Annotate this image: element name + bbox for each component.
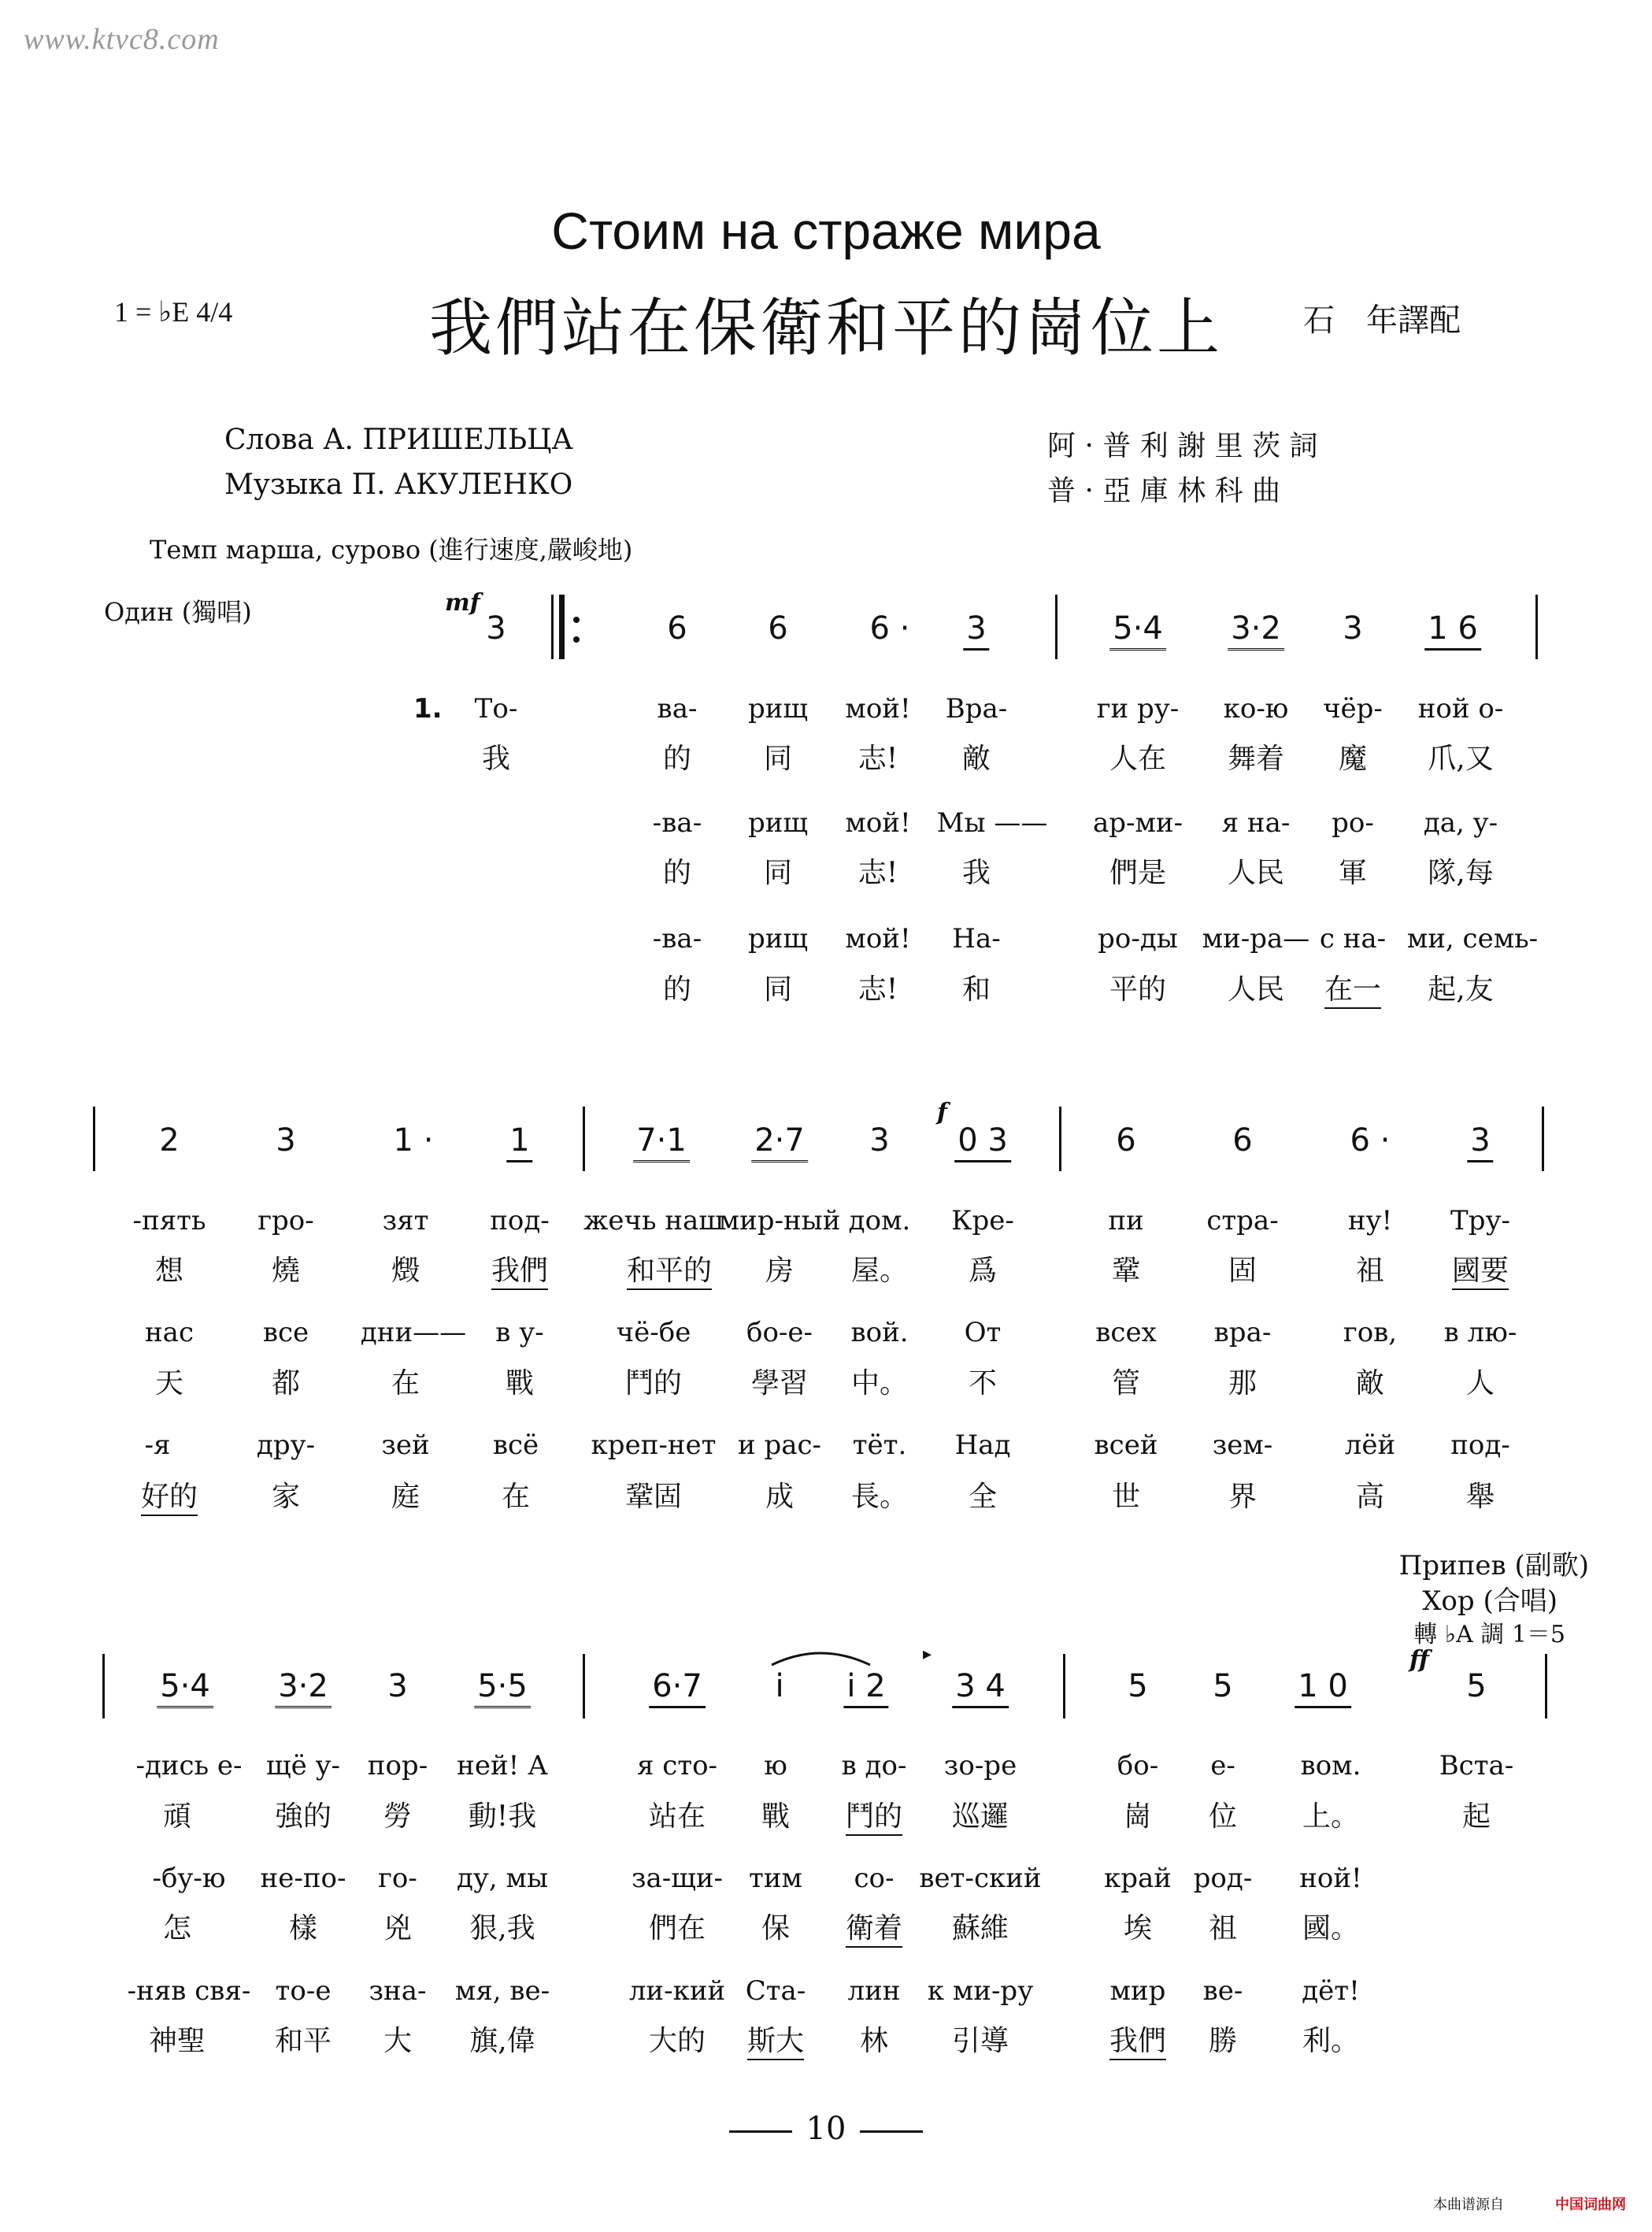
lyric-ru: На-: [952, 923, 1001, 955]
note: i 2: [843, 1668, 888, 1708]
lyric-ru: ги ру-: [1096, 693, 1180, 725]
note: 1 0: [1295, 1668, 1351, 1708]
composer-cn: 普 · 亞 庫 林 科 曲: [1047, 475, 1281, 507]
note: 0 3: [954, 1122, 1011, 1162]
lyric-cn: 軍: [1338, 857, 1368, 889]
lyric-cn: 衛着: [846, 1906, 902, 1948]
lyric-ru: всех: [1095, 1317, 1157, 1348]
lyric-ru: род-: [1193, 1863, 1253, 1894]
lyric-ru: То-: [474, 693, 518, 725]
lyric-ru: не-по-: [260, 1863, 346, 1894]
lyric-cn: 人民: [1227, 973, 1285, 1006]
lyric-ru: ми-ра—: [1202, 923, 1310, 955]
note: 3·2: [1228, 610, 1284, 651]
lyric-ru: Вста-: [1439, 1750, 1514, 1782]
lyric-cn: 保: [761, 1912, 791, 1945]
lyric-ru: чёр-: [1323, 693, 1383, 725]
dynamic-f: f: [937, 1099, 947, 1126]
barline: [93, 1107, 95, 1171]
page-number-dash: [860, 2130, 923, 2133]
note: 3: [387, 1668, 408, 1704]
lyric-cn: 兇: [383, 1912, 413, 1945]
lyric-cn: 神聖: [148, 2025, 206, 2057]
lyric-cn: 學習: [750, 1367, 809, 1400]
lyric-cn: 高: [1355, 1481, 1385, 1513]
note: 6: [768, 610, 788, 647]
lyric-cn: 和: [961, 973, 991, 1006]
lyric-cn: 在: [501, 1481, 531, 1513]
choir-label: Хор (合唱): [1422, 1585, 1558, 1617]
lyric-cn: 怎: [162, 1912, 192, 1945]
lyric-ru: я сто-: [636, 1750, 718, 1782]
lyric-cn: 鞏: [1111, 1255, 1141, 1287]
dynamic-ff: ff: [1409, 1646, 1429, 1674]
lyric-cn: 勞: [383, 1800, 413, 1833]
lyric-cn: 全: [968, 1481, 998, 1513]
title-chinese: 我們站在保衛和平的崗位上: [429, 291, 1223, 365]
note: 3·2: [275, 1668, 332, 1708]
lyric-cn: 狠,我: [469, 1912, 535, 1945]
lyric-cn: 我們: [491, 1248, 548, 1290]
footer-site: 中国词曲网: [1555, 2197, 1626, 2213]
lyric-cn: 戰: [761, 1800, 791, 1833]
slur: [768, 1644, 874, 1668]
lyric-cn: 位: [1208, 1800, 1238, 1833]
accent-mark: ▸: [923, 1644, 932, 1664]
translator: 石 年譯配: [1303, 302, 1461, 339]
lyric-cn: 引導: [951, 2025, 1009, 2057]
lyric-ru: ва-: [657, 693, 698, 725]
lyric-cn: 房: [765, 1255, 795, 1287]
note: 5·5: [474, 1668, 531, 1708]
page-number-dash: [729, 2130, 792, 2133]
lyric-cn: 舞着: [1227, 743, 1285, 775]
note: 6 ·: [1350, 1122, 1391, 1159]
lyric-cn: 埃: [1123, 1912, 1153, 1945]
lyric-cn: 爲: [968, 1255, 998, 1287]
lyric-cn: 頑: [162, 1800, 192, 1833]
note: 1 6: [1424, 610, 1481, 651]
lyric-cn: 同: [763, 857, 793, 889]
lyric-ru: к ми-ру: [927, 1975, 1034, 2007]
lyric-ru: стра-: [1206, 1205, 1279, 1236]
note: 5: [1128, 1668, 1148, 1704]
lyric-cn: 屋。: [850, 1255, 909, 1287]
lyric-ru: рищ: [747, 923, 809, 955]
note: 6: [1116, 1122, 1136, 1159]
lyric-cn: 長。: [850, 1481, 909, 1513]
lyric-cn: 世: [1111, 1481, 1141, 1513]
lyric-cn: 不: [968, 1367, 998, 1400]
key-signature: 1 = ♭E 4/4: [114, 296, 233, 328]
lyric-ru: бо-: [1117, 1750, 1159, 1782]
lyric-ru: то-е: [275, 1975, 332, 2007]
lyric-ru: я на-: [1221, 807, 1291, 839]
lyric-ru: ар-ми-: [1092, 807, 1183, 839]
lyric-ru: да, у-: [1423, 807, 1498, 839]
note: 6: [667, 610, 687, 647]
lyric-ru: ко-ю: [1223, 693, 1289, 725]
lyric-ru: Над: [954, 1429, 1011, 1461]
lyric-ru: дру-: [256, 1429, 316, 1461]
lyric-ru: рищ: [747, 693, 809, 725]
lyric-ru: ной!: [1299, 1863, 1362, 1894]
lyric-ru: дни——: [360, 1317, 467, 1348]
lyric-cn: 勝: [1208, 2025, 1238, 2057]
lyric-ru: и рас-: [737, 1429, 822, 1461]
verse-number: 1.: [413, 693, 443, 725]
lyric-cn: 人在: [1109, 743, 1167, 775]
note: 5: [1466, 1668, 1487, 1704]
lyric-cn: 爪,又: [1428, 743, 1494, 775]
lyric-cn: 的: [662, 857, 692, 889]
note: 3: [276, 1122, 296, 1159]
lyric-cn: 中。: [850, 1367, 909, 1400]
lyric-cn: 人民: [1227, 857, 1285, 889]
lyric-ru: вой.: [850, 1317, 909, 1348]
lyric-ru: Мы ——: [936, 807, 1048, 839]
page-number-value: 10: [806, 2111, 846, 2147]
lyric-cn: 祖: [1208, 1912, 1238, 1945]
lyric-ru: -пять: [132, 1205, 206, 1236]
lyric-ru: гро-: [257, 1205, 314, 1236]
lyric-cn: 動!我: [468, 1800, 537, 1833]
lyric-cn: 和平的: [627, 1248, 712, 1290]
title-russian: Стоим на страже мира: [551, 202, 1101, 260]
lyric-ru: -няв свя-: [127, 1975, 251, 2007]
lyric-ru: пи: [1108, 1205, 1144, 1236]
lyric-cn: 們在: [648, 1912, 706, 1945]
lyric-cn: 好的: [141, 1474, 198, 1516]
barline-repeat-thin: [551, 595, 554, 659]
barline: [102, 1654, 105, 1718]
note: 7·1: [633, 1122, 690, 1162]
lyric-cn: 隊,每: [1428, 857, 1494, 889]
solo-label: Один (獨唱): [104, 597, 252, 627]
lyric-cn: 站在: [648, 1800, 706, 1833]
lyric-ru: го-: [378, 1863, 417, 1894]
lyric-cn: 鬥的: [624, 1367, 683, 1400]
lyric-ru: Вра-: [945, 693, 1008, 725]
note: 2·7: [751, 1122, 808, 1162]
lyric-ru: под-: [1450, 1429, 1510, 1461]
lyric-cn: 燬: [391, 1255, 420, 1287]
lyric-ru: ной о-: [1417, 693, 1504, 725]
note: i: [775, 1668, 784, 1704]
lyricist-cn: 阿 · 普 利 謝 里 茨 詞: [1047, 430, 1318, 462]
dynamic-mf: mf: [445, 589, 480, 617]
lyric-cn: 崗: [1123, 1800, 1153, 1833]
lyric-ru: со-: [854, 1863, 895, 1894]
lyric-ru: щё у-: [265, 1750, 341, 1782]
lyric-ru: ней! А: [457, 1750, 548, 1782]
repeat-dot: [573, 636, 580, 643]
lyric-ru: ве-: [1202, 1975, 1243, 2007]
lyric-ru: Кре-: [951, 1205, 1014, 1236]
lyric-cn: 志!: [857, 743, 898, 775]
note: 5: [1213, 1668, 1233, 1704]
lyric-cn: 林: [859, 2025, 889, 2057]
lyric-cn: 強的: [274, 1800, 332, 1833]
barline: [583, 1107, 585, 1171]
lyric-ru: ли-кий: [628, 1975, 726, 2007]
footer-source: 本曲谱源自: [1433, 2197, 1504, 2213]
lyric-ru: е-: [1210, 1750, 1235, 1782]
lyric-cn: 巡邏: [951, 1800, 1009, 1833]
barline-repeat-thick: [559, 595, 565, 659]
note: 6·7: [649, 1668, 706, 1708]
watermark: www.ktvc8.com: [24, 23, 220, 56]
lyric-ru: в у-: [495, 1317, 544, 1348]
lyric-cn: 志!: [857, 857, 898, 889]
lyric-ru: лин: [847, 1975, 901, 2007]
lyric-ru: дёт!: [1302, 1975, 1360, 2007]
lyric-cn: 大: [383, 2025, 413, 2057]
note-pickup: 3: [486, 610, 506, 647]
lyric-cn: 鬥的: [846, 1794, 902, 1836]
lyric-ru: мя, ве-: [454, 1975, 550, 2007]
note: 3: [869, 1122, 890, 1159]
note: 5·4: [1109, 610, 1166, 651]
lyric-cn: 樣: [288, 1912, 318, 1945]
lyric-cn: 祖: [1355, 1255, 1385, 1287]
lyric-ru: зна-: [369, 1975, 427, 2007]
lyric-cn: 的: [662, 973, 692, 1006]
lyric-ru: всё: [492, 1429, 539, 1461]
lyric-cn: 人: [1465, 1367, 1495, 1400]
lyric-cn: 斯大: [747, 2019, 804, 2060]
lyric-cn: 我們: [1109, 2019, 1166, 2060]
lyric-cn: 起: [1461, 1800, 1491, 1833]
lyric-cn: 庭: [391, 1481, 420, 1513]
lyric-ru: в лю-: [1443, 1317, 1517, 1348]
lyric-cn: 那: [1228, 1367, 1258, 1400]
key-change: 轉 ♭A 調 1＝5: [1413, 1621, 1565, 1648]
lyric-ru: рищ: [747, 807, 809, 839]
lyric-ru: Ста-: [745, 1975, 806, 2007]
lyric-ru: мир: [1109, 1975, 1166, 2007]
lyric-cn: 國。: [1302, 1912, 1360, 1945]
lyric-ru: жечь наш: [583, 1205, 724, 1236]
lyric-ru: Тру-: [1450, 1205, 1510, 1236]
lyric-ru: под-: [490, 1205, 550, 1236]
lyric-ru: мой!: [845, 807, 911, 839]
lyric-ru: зем-: [1212, 1429, 1273, 1461]
lyric-ru: -ва-: [652, 923, 702, 955]
lyric-cn: 的: [662, 743, 692, 775]
lyric-ru: мой!: [845, 693, 911, 725]
lyric-cn: 和平: [274, 2025, 332, 2057]
composer-ru: Музыка П. АКУЛЕНКО: [224, 469, 573, 501]
note: 6: [1232, 1122, 1253, 1159]
lyric-cn: 蘇維: [951, 1912, 1009, 1945]
lyric-ru: чё-бе: [616, 1317, 691, 1348]
lyric-cn: 上。: [1302, 1800, 1360, 1833]
barline: [1063, 1654, 1065, 1718]
lyric-ru: -я: [144, 1429, 171, 1461]
lyric-ru: дом.: [848, 1205, 911, 1236]
lyric-ru: -дись е-: [135, 1750, 243, 1782]
lyric-ru: ми, семь-: [1406, 923, 1539, 955]
lyric-cn: 同: [763, 743, 793, 775]
lyric-cn: 敵: [961, 743, 991, 775]
lyric-cn: 平的: [1109, 973, 1167, 1006]
lyricist-ru: Слова А. ПРИШЕЛЬЦА: [224, 424, 573, 456]
note: 1: [506, 1122, 532, 1162]
lyric-ru: бо-е-: [746, 1317, 813, 1348]
note: 5·4: [157, 1668, 213, 1708]
lyric-ru: -ва-: [652, 807, 702, 839]
lyric-ru: креп-нет: [591, 1429, 717, 1461]
chorus-label: Припев (副歌): [1398, 1550, 1589, 1581]
lyric-ru: мой!: [845, 923, 911, 955]
lyric-ru: зят: [382, 1205, 429, 1236]
lyric-ru: вет-ский: [919, 1863, 1042, 1894]
lyric-ru: с на-: [1319, 923, 1387, 955]
lyric-ru: пор-: [367, 1750, 428, 1782]
lyric-ru: вом.: [1300, 1750, 1361, 1782]
lyric-cn: 天: [154, 1367, 184, 1400]
barline: [1535, 595, 1538, 659]
lyric-ru: лёй: [1344, 1429, 1396, 1461]
lyric-ru: ро-ды: [1098, 923, 1178, 955]
lyric-cn: 鞏固: [624, 1481, 683, 1513]
lyric-ru: ду, мы: [456, 1863, 549, 1894]
lyric-cn: 想: [154, 1255, 184, 1287]
lyric-ru: -бу-ю: [152, 1863, 226, 1894]
note: 1 ·: [393, 1122, 434, 1159]
lyric-ru: мир-ный: [718, 1205, 841, 1236]
barline: [1059, 1107, 1061, 1171]
lyric-cn: 同: [763, 973, 793, 1006]
lyric-cn: 燒: [271, 1255, 301, 1287]
lyric-ru: за-щи-: [631, 1863, 724, 1894]
lyric-cn: 界: [1228, 1481, 1258, 1513]
lyric-cn: 魔: [1338, 743, 1368, 775]
lyric-cn: 們是: [1109, 857, 1167, 889]
tempo-marking: Темп марша, сурово (進行速度,嚴峻地): [150, 535, 633, 565]
barline: [1542, 1107, 1544, 1171]
lyric-ru: ро-: [1332, 807, 1374, 839]
lyric-ru: в до-: [841, 1750, 907, 1782]
repeat-dot: [573, 617, 580, 623]
lyric-cn: 旗,偉: [469, 2025, 535, 2057]
lyric-cn: 固: [1228, 1255, 1258, 1287]
lyric-ru: все: [262, 1317, 309, 1348]
lyric-ru: От: [964, 1317, 1002, 1348]
lyric-cn: 在: [391, 1367, 420, 1400]
barline: [1545, 1654, 1547, 1718]
lyric-cn: 我: [961, 857, 991, 889]
lyric-cn: 在一: [1324, 967, 1381, 1009]
note: 3: [1343, 610, 1363, 647]
lyric-ru: зо-ре: [943, 1750, 1017, 1782]
note: 6 ·: [869, 610, 910, 647]
note: 3: [1467, 1122, 1493, 1162]
lyric-cn: 敵: [1355, 1367, 1385, 1400]
note: 2: [159, 1122, 180, 1159]
lyric-cn: 志!: [857, 973, 898, 1006]
lyric-ru: край: [1104, 1863, 1172, 1894]
lyric-ru: ну!: [1347, 1205, 1393, 1236]
lyric-ru: тёт.: [852, 1429, 907, 1461]
page-number: [0, 2111, 1652, 2147]
lyric-cn: 舉: [1465, 1481, 1495, 1513]
lyric-cn: 起,友: [1428, 973, 1494, 1006]
lyric-ru: гов,: [1343, 1317, 1398, 1348]
lyric-ru: тим: [749, 1863, 802, 1894]
lyric-cn: 都: [271, 1367, 301, 1400]
lyric-ru: вра-: [1213, 1317, 1272, 1348]
note: 3 4: [952, 1668, 1009, 1708]
lyric-cn: 大的: [648, 2025, 706, 2057]
lyric-cn: 我: [481, 743, 511, 775]
lyric-cn: 成: [765, 1481, 795, 1513]
barline: [583, 1654, 585, 1718]
note: 3: [963, 610, 989, 651]
barline: [1055, 595, 1058, 659]
lyric-cn: 家: [271, 1481, 301, 1513]
lyric-cn: 利。: [1302, 2025, 1360, 2057]
lyric-ru: зей: [381, 1429, 430, 1461]
lyric-ru: ю: [764, 1750, 787, 1782]
lyric-cn: 國要: [1452, 1248, 1509, 1290]
lyric-ru: нас: [145, 1317, 194, 1348]
lyric-ru: всей: [1094, 1429, 1158, 1461]
lyric-cn: 管: [1111, 1367, 1141, 1400]
lyric-cn: 戰: [505, 1367, 535, 1400]
